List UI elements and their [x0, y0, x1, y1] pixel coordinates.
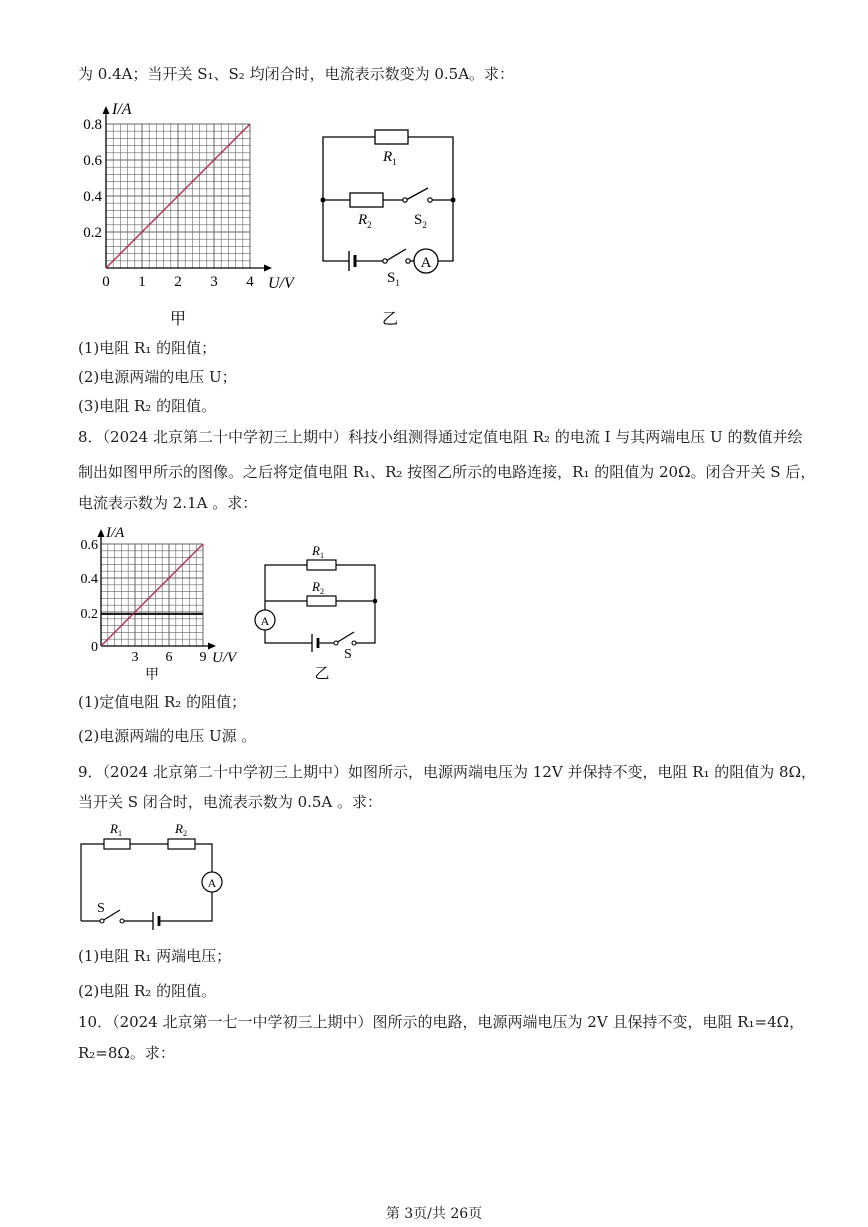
- q7-x-tick: 1: [138, 274, 146, 290]
- q8-y-arrow: [98, 529, 105, 537]
- q7-y-arrow: [103, 106, 110, 114]
- q10-stem-line1: 10．（2024 北京第一七一中学初三上期中）图所示的电路，电源两端电压为 2V 且保持不变，电阻 R₁=4Ω，: [78, 1013, 805, 1031]
- switch-contact: [334, 641, 338, 645]
- q10-stem-line2: R₂=8Ω。求：: [78, 1044, 175, 1062]
- q9-stem-line1: 9．（2024 北京第二十中学初三上期中）如图所示，电源两端电压为 12V 并保持不变，电阻 R₁ 的阻值为 8Ω，: [78, 763, 817, 781]
- q8-stem-line2: 制出如图甲所示的图像。之后将定值电阻 R₁、R₂ 按图乙所示的电路连接，R₁ 的阻值为 20Ω。闭合开关 S 后，: [78, 463, 816, 481]
- q9-r1-label: $R_1$: [110, 821, 122, 838]
- q7-circuit-caption: 乙: [381, 311, 399, 328]
- q8-y-tick: 0.6: [80, 538, 98, 553]
- q8-y-tick: 0: [91, 640, 98, 655]
- q9-ammeter-label: A: [207, 876, 217, 890]
- q8-sub2: (2)电源两端的电压 U源 。: [78, 727, 257, 745]
- q7-s1-label: $S_1$: [387, 270, 400, 288]
- wire: [336, 565, 375, 601]
- switch-contact: [383, 259, 387, 263]
- q8-switch: [336, 632, 354, 643]
- q7-y-label: I/A: [112, 101, 132, 118]
- wire: [323, 200, 349, 261]
- q8-graph-caption: 甲: [145, 668, 159, 683]
- junction: [451, 198, 456, 203]
- q7-sub2: (2)电源两端的电压 U；: [78, 368, 237, 386]
- wire: [195, 844, 212, 872]
- q9-sub2: (2)电阻 R₂ 的阻值。: [78, 982, 217, 1000]
- q9-r2-resistor: [168, 839, 195, 849]
- q7-x-tick: 2: [174, 274, 182, 290]
- q7-x-label: U/V: [268, 275, 294, 292]
- q7-ammeter-label: A: [420, 255, 432, 271]
- q8-y-label: I/A: [106, 525, 125, 541]
- q9-switch-label: S: [97, 901, 105, 916]
- q8-r1-label: $R_1$: [312, 543, 324, 560]
- q8-sub1: (1)定值电阻 R₂ 的阻值；: [78, 693, 247, 711]
- switch-contact: [428, 198, 432, 202]
- q8-r1-resistor: [307, 560, 336, 570]
- q8-y-tick: 0.2: [80, 607, 98, 622]
- q7-y-tick: 0.2: [83, 225, 102, 241]
- wire: [323, 137, 375, 200]
- q8-circuit: [250, 540, 385, 682]
- q7-sub3: (3)电阻 R₂ 的阻值。: [78, 397, 217, 415]
- q8-x-tick: 3: [131, 650, 139, 665]
- q7-s2-label: $S_2$: [414, 212, 427, 230]
- q8-switch-label: S: [344, 647, 352, 662]
- q8-data-line: [101, 544, 203, 646]
- q7-r1-resistor: [375, 130, 408, 144]
- q8-graph: [78, 521, 248, 683]
- q7-y-tick: 0.6: [83, 153, 102, 169]
- q7-s1-switch: [386, 249, 406, 261]
- q8-stem-line1: 8．（2024 北京第二十中学初三上期中）科技小组测得通过定值电阻 R₂ 的电流 I 与其两端电压 U 的数值并绘: [78, 428, 803, 446]
- switch-contact: [406, 259, 410, 263]
- intro-line: 为 0.4A；当开关 S₁、S₂ 均闭合时，电流表示数变为 0.5A。求：: [78, 65, 515, 83]
- wire: [265, 565, 307, 601]
- q7-x-tick: 3: [210, 274, 218, 290]
- q7-r2-label: $R_2$: [358, 212, 372, 230]
- switch-contact: [100, 919, 104, 923]
- q7-sub1: (1)电阻 R₁ 的阻值；: [78, 339, 217, 357]
- page-footer: 第 3页/共 26页: [385, 1206, 483, 1222]
- q8-circuit-caption: 乙: [314, 666, 330, 682]
- wire: [438, 200, 453, 261]
- switch-contact: [120, 919, 124, 923]
- switch-contact: [403, 198, 407, 202]
- q7-y-tick: 0.8: [83, 117, 102, 133]
- q8-x-arrow: [208, 643, 216, 650]
- q7-r2-resistor: [350, 193, 383, 207]
- q7-graph: [78, 98, 308, 328]
- q8-x-tick: 9: [199, 650, 207, 665]
- q9-r1-resistor: [104, 839, 130, 849]
- q8-stem-line3: 电流表示数为 2.1A 。求：: [78, 494, 258, 512]
- q9-r2-label: $R_2$: [175, 821, 187, 838]
- q7-y-tick: 0.4: [83, 189, 102, 205]
- wire: [408, 137, 453, 200]
- q8-y-tick: 0.4: [80, 572, 98, 587]
- q8-x-label: U/V: [212, 650, 237, 666]
- q7-x-tick: 4: [246, 274, 254, 290]
- q9-stem-line2: 当开关 S 闭合时，电流表示数为 0.5A 。求：: [78, 793, 383, 811]
- q7-x-arrow: [264, 265, 272, 272]
- wire: [159, 892, 212, 921]
- q8-x-tick: 6: [165, 650, 173, 665]
- q9-sub1: (1)电阻 R₁ 两端电压；: [78, 947, 232, 965]
- q7-graph-caption: 甲: [169, 311, 187, 328]
- switch-contact: [352, 641, 356, 645]
- q7-s2-switch: [406, 188, 428, 200]
- q7-x-tick: 0: [102, 274, 110, 290]
- q7-r1-label: $R_1$: [383, 149, 397, 167]
- q8-r2-resistor: [307, 596, 336, 606]
- wire: [265, 630, 312, 643]
- q8-ammeter-label: A: [260, 614, 270, 628]
- q9-circuit: [72, 816, 232, 932]
- junction: [321, 198, 326, 203]
- q8-r2-label: $R_2$: [312, 579, 324, 596]
- q7-circuit: [310, 118, 470, 330]
- junction: [373, 599, 378, 604]
- wire: [355, 601, 375, 643]
